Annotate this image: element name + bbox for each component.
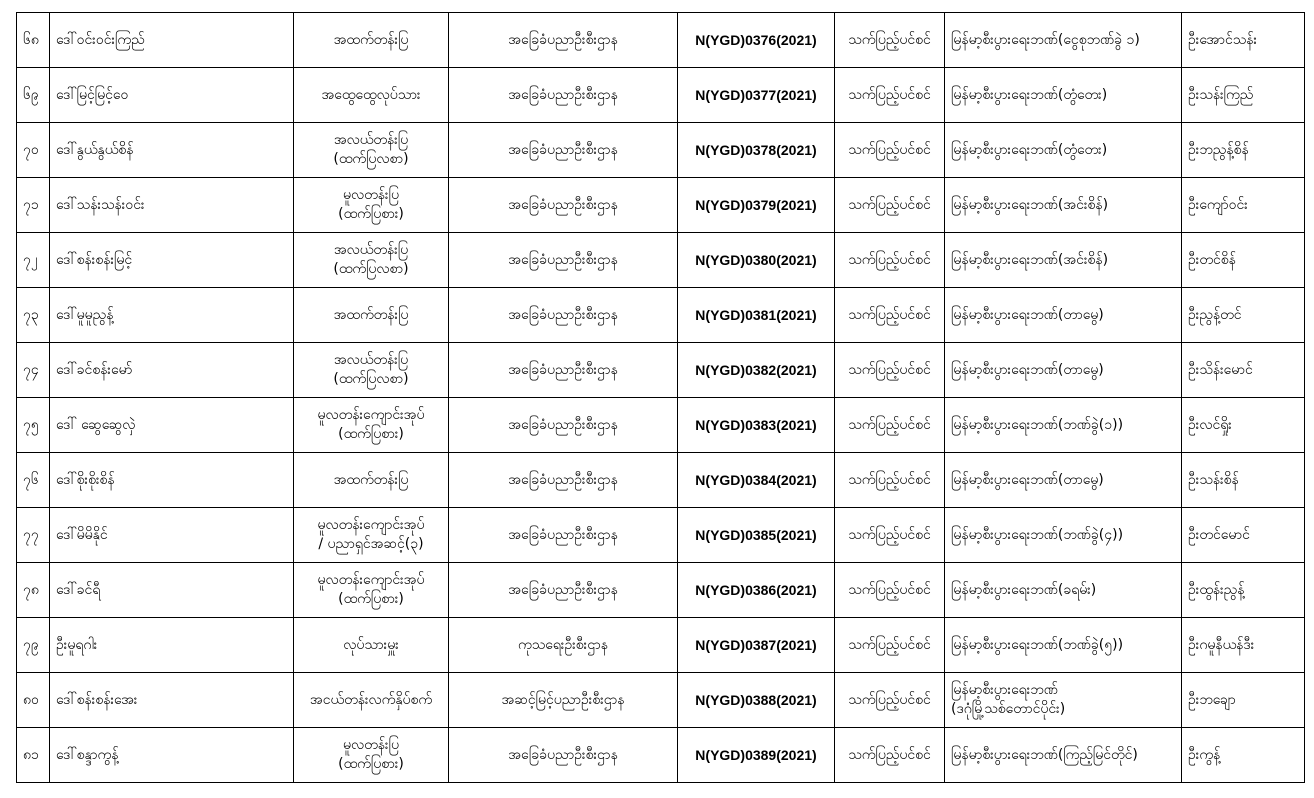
rank-cell bbox=[294, 453, 449, 508]
pension-type-cell: သက်ပြည့်ပင်စင် bbox=[835, 343, 945, 398]
department-cell: အခြေခံပညာဦးစီးဌာန bbox=[449, 508, 678, 563]
pension-code-cell: N(YGD)0389(2021) bbox=[678, 728, 835, 783]
pension-type-cell: သက်ပြည့်ပင်စင် bbox=[835, 508, 945, 563]
rank-cell bbox=[294, 288, 449, 343]
name-cell: ဒေါ်စန်းစန်းမြင့် bbox=[50, 233, 294, 288]
rank-line: အထက်တန်းပြ bbox=[333, 31, 409, 48]
rank-line: မူလတန်းပြ bbox=[343, 187, 399, 203]
name-cell: ဦးမူရဂါး bbox=[50, 618, 294, 673]
father-name-cell: ဦးဘချော bbox=[1182, 673, 1305, 728]
rank-cell bbox=[294, 123, 449, 178]
name-cell: ဒေါ်စိုးစိုးစိန် bbox=[50, 453, 294, 508]
pension-code-cell: N(YGD)0384(2021) bbox=[678, 453, 835, 508]
bank-branch-cell bbox=[945, 673, 1182, 728]
father-name-cell: ဦးသန်းစိန် bbox=[1182, 453, 1305, 508]
rank-cell bbox=[294, 13, 449, 68]
rank-line: မူလတန်းကျောင်းအုပ် bbox=[317, 407, 425, 423]
rank-cell bbox=[294, 618, 449, 673]
table-row bbox=[17, 508, 1305, 563]
bank-branch-cell bbox=[945, 618, 1182, 673]
rank-cell bbox=[294, 178, 449, 233]
row-number-cell: ၇၃ bbox=[17, 288, 50, 343]
name-cell: ဒေါ်ဝင်းဝင်းကြည် bbox=[50, 13, 294, 68]
rank-line: အလယ်တန်းပြ bbox=[333, 352, 409, 368]
row-number-cell: ၆၉ bbox=[17, 68, 50, 123]
row-number-cell: ၇၂ bbox=[17, 233, 50, 288]
pension-type-cell: သက်ပြည့်ပင်စင် bbox=[835, 453, 945, 508]
name-cell: ဒေါ်မူမူညွန့် bbox=[50, 288, 294, 343]
pension-code-cell: N(YGD)0385(2021) bbox=[678, 508, 835, 563]
table-row bbox=[17, 673, 1305, 728]
bank-branch-cell bbox=[945, 13, 1182, 68]
name-cell: ဒေါ်မိမိနိုင် bbox=[50, 508, 294, 563]
rank-line: အလယ်တန်းပြ bbox=[333, 132, 409, 148]
rank-line: မူလတန်းကျောင်းအုပ် bbox=[317, 517, 425, 533]
pension-code-cell: N(YGD)0376(2021) bbox=[678, 13, 835, 68]
department-cell: အဆင့်မြင့်ပညာဦးစီးဌာန bbox=[449, 673, 678, 728]
name-cell: ဒေါ် ဆွေဆွေလှဲ bbox=[50, 398, 294, 453]
department-cell: အခြေခံပညာဦးစီးဌာန bbox=[449, 13, 678, 68]
table-body bbox=[17, 13, 1305, 783]
name-cell: ဒေါ်စန္ဒာကွန့် bbox=[50, 728, 294, 783]
bank-branch-cell bbox=[945, 508, 1182, 563]
bank-branch-line: မြန်မာ့စီးပွားရေးဘဏ်(ဘဏ်ခွဲ(၅)) bbox=[951, 636, 1124, 653]
row-number-cell: ၇၉ bbox=[17, 618, 50, 673]
rank-cell bbox=[294, 68, 449, 123]
father-name-cell: ဦးဂမူနီယန်ဒီး bbox=[1182, 618, 1305, 673]
rank-cell bbox=[294, 398, 449, 453]
bank-branch-line: မြန်မာ့စီးပွားရေးဘဏ်(ကြည့်မြင်တိုင်) bbox=[951, 746, 1138, 763]
bank-branch-line: မြန်မာ့စီးပွားရေးဘဏ်(ငွေစုဘဏ်ခွဲ ၁) bbox=[951, 31, 1140, 48]
pension-code-cell: N(YGD)0386(2021) bbox=[678, 563, 835, 618]
bank-branch-cell bbox=[945, 178, 1182, 233]
department-cell: အခြေခံပညာဦးစီးဌာန bbox=[449, 288, 678, 343]
bank-branch-cell bbox=[945, 288, 1182, 343]
bank-branch-cell bbox=[945, 123, 1182, 178]
table-row bbox=[17, 13, 1305, 68]
rank-cell bbox=[294, 728, 449, 783]
father-name-cell: ဦးသန်းကြည် bbox=[1182, 68, 1305, 123]
pension-type-cell: သက်ပြည့်ပင်စင် bbox=[835, 68, 945, 123]
pension-type-cell: သက်ပြည့်ပင်စင် bbox=[835, 178, 945, 233]
table-row bbox=[17, 398, 1305, 453]
pension-registry-table bbox=[16, 12, 1305, 783]
table-row bbox=[17, 343, 1305, 398]
rank-line: (ထက်ပြစား) bbox=[338, 591, 404, 607]
pension-code-cell: N(YGD)0383(2021) bbox=[678, 398, 835, 453]
department-cell: အခြေခံပညာဦးစီးဌာန bbox=[449, 233, 678, 288]
bank-branch-line: မြန်မာ့စီးပွားရေးဘဏ်(တွံတေး) bbox=[951, 141, 1108, 158]
bank-branch-line: မြန်မာ့စီးပွားရေးဘဏ်(တာမွေ) bbox=[951, 306, 1104, 323]
bank-branch-cell bbox=[945, 453, 1182, 508]
bank-branch-line: မြန်မာ့စီးပွားရေးဘဏ်(အင်းစိန်) bbox=[951, 196, 1109, 213]
rank-line: မူလတန်းပြ bbox=[343, 737, 399, 753]
bank-branch-cell bbox=[945, 398, 1182, 453]
row-number-cell: ၇၇ bbox=[17, 508, 50, 563]
pension-type-cell: သက်ပြည့်ပင်စင် bbox=[835, 728, 945, 783]
pension-type-cell: သက်ပြည့်ပင်စင် bbox=[835, 563, 945, 618]
table-row bbox=[17, 563, 1305, 618]
rank-cell bbox=[294, 343, 449, 398]
rank-cell bbox=[294, 563, 449, 618]
pension-code-cell: N(YGD)0382(2021) bbox=[678, 343, 835, 398]
bank-branch-line: မြန်မာ့စီးပွားရေးဘဏ် bbox=[951, 682, 1058, 698]
row-number-cell: ၇၅ bbox=[17, 398, 50, 453]
table-row bbox=[17, 728, 1305, 783]
row-number-cell: ၈၀ bbox=[17, 673, 50, 728]
father-name-cell: ဦးကွန့် bbox=[1182, 728, 1305, 783]
rank-line: (ထက်ပြလစာ) bbox=[333, 261, 409, 277]
bank-branch-line: (ဒဂုံမြို့သစ်တောင်ပိုင်း) bbox=[951, 701, 1066, 717]
pension-type-cell: သက်ပြည့်ပင်စင် bbox=[835, 13, 945, 68]
row-number-cell: ၇၄ bbox=[17, 343, 50, 398]
father-name-cell: ဦးဘညွန့်စိန် bbox=[1182, 123, 1305, 178]
row-number-cell: ၇၆ bbox=[17, 453, 50, 508]
pension-code-cell: N(YGD)0381(2021) bbox=[678, 288, 835, 343]
pension-type-cell: သက်ပြည့်ပင်စင် bbox=[835, 233, 945, 288]
table-row bbox=[17, 453, 1305, 508]
bank-branch-line: မြန်မာ့စီးပွားရေးဘဏ်(တွံတေး) bbox=[951, 86, 1108, 103]
bank-branch-line: မြန်မာ့စီးပွားရေးဘဏ်(တာမွေ) bbox=[951, 361, 1104, 378]
bank-branch-cell bbox=[945, 563, 1182, 618]
department-cell: အခြေခံပညာဦးစီးဌာန bbox=[449, 68, 678, 123]
pension-code-cell: N(YGD)0388(2021) bbox=[678, 673, 835, 728]
row-number-cell: ၈၁ bbox=[17, 728, 50, 783]
rank-cell bbox=[294, 233, 449, 288]
department-cell: အခြေခံပညာဦးစီးဌာန bbox=[449, 453, 678, 508]
pension-type-cell: သက်ပြည့်ပင်စင် bbox=[835, 123, 945, 178]
father-name-cell: ဦးတင်မောင် bbox=[1182, 508, 1305, 563]
rank-line: (ထက်ပြစား) bbox=[338, 756, 404, 772]
row-number-cell: ၇၈ bbox=[17, 563, 50, 618]
table-row bbox=[17, 68, 1305, 123]
department-cell: အခြေခံပညာဦးစီးဌာန bbox=[449, 178, 678, 233]
rank-line: (ထက်ပြစား) bbox=[338, 206, 404, 222]
rank-line: အထက်တန်းပြ bbox=[333, 306, 409, 323]
name-cell: ဒေါ်မြင့်မြင့်ဝေ bbox=[50, 68, 294, 123]
department-cell: အခြေခံပညာဦးစီးဌာန bbox=[449, 123, 678, 178]
rank-line: (ထက်ပြစား) bbox=[338, 426, 404, 442]
bank-branch-cell bbox=[945, 728, 1182, 783]
father-name-cell: ဦးအောင်သန်း bbox=[1182, 13, 1305, 68]
pension-code-cell: N(YGD)0377(2021) bbox=[678, 68, 835, 123]
bank-branch-line: မြန်မာ့စီးပွားရေးဘဏ်(ခရမ်း) bbox=[951, 581, 1097, 598]
name-cell: ဒေါ်ခင်ရီ bbox=[50, 563, 294, 618]
department-cell: အခြေခံပညာဦးစီးဌာန bbox=[449, 563, 678, 618]
rank-line: (ထက်ပြလစာ) bbox=[333, 371, 409, 387]
pension-code-cell: N(YGD)0380(2021) bbox=[678, 233, 835, 288]
father-name-cell: ဦးတင်စိန် bbox=[1182, 233, 1305, 288]
rank-line: အငယ်တန်းလက်နှိပ်စက် bbox=[309, 691, 433, 708]
father-name-cell: ဦးထွန်းညွန့် bbox=[1182, 563, 1305, 618]
row-number-cell: ၆၈ bbox=[17, 13, 50, 68]
name-cell: ဒေါ်စန်းစန်းအေး bbox=[50, 673, 294, 728]
department-cell: အခြေခံပညာဦးစီးဌာန bbox=[449, 343, 678, 398]
rank-line: အထက်တန်းပြ bbox=[333, 471, 409, 488]
table-row bbox=[17, 178, 1305, 233]
pension-type-cell: သက်ပြည့်ပင်စင် bbox=[835, 398, 945, 453]
father-name-cell: ဦးလင်ရှိုး bbox=[1182, 398, 1305, 453]
row-number-cell: ၇၀ bbox=[17, 123, 50, 178]
table-row bbox=[17, 233, 1305, 288]
father-name-cell: ဦးသိန်းမောင် bbox=[1182, 343, 1305, 398]
bank-branch-line: မြန်မာ့စီးပွားရေးဘဏ်(ဘဏ်ခွဲ(၁)) bbox=[951, 416, 1124, 433]
name-cell: ဒေါ်ခင်စန်းမော် bbox=[50, 343, 294, 398]
rank-line: (ထက်ပြလစာ) bbox=[333, 151, 409, 167]
bank-branch-line: မြန်မာ့စီးပွားရေးဘဏ်(တာမွေ) bbox=[951, 471, 1104, 488]
rank-cell bbox=[294, 673, 449, 728]
bank-branch-cell bbox=[945, 343, 1182, 398]
rank-line: လုပ်သားမှူး bbox=[343, 636, 399, 653]
pension-code-cell: N(YGD)0378(2021) bbox=[678, 123, 835, 178]
bank-branch-cell bbox=[945, 68, 1182, 123]
pension-code-cell: N(YGD)0379(2021) bbox=[678, 178, 835, 233]
department-cell: ကုသရေးဦးစီးဌာန bbox=[449, 618, 678, 673]
pension-type-cell: သက်ပြည့်ပင်စင် bbox=[835, 618, 945, 673]
rank-line: မူလတန်းကျောင်းအုပ် bbox=[317, 572, 425, 588]
rank-line: အထွေထွေလုပ်သား bbox=[321, 86, 421, 103]
name-cell: ဒေါ်နွယ်နွယ်စိန် bbox=[50, 123, 294, 178]
table-row bbox=[17, 288, 1305, 343]
department-cell: အခြေခံပညာဦးစီးဌာန bbox=[449, 728, 678, 783]
table-row bbox=[17, 618, 1305, 673]
pension-code-cell: N(YGD)0387(2021) bbox=[678, 618, 835, 673]
father-name-cell: ဦးကျော်ဝင်း bbox=[1182, 178, 1305, 233]
pension-type-cell: သက်ပြည့်ပင်စင် bbox=[835, 288, 945, 343]
table-row bbox=[17, 123, 1305, 178]
name-cell: ဒေါ်သန်းသန်းဝင်း bbox=[50, 178, 294, 233]
bank-branch-line: မြန်မာ့စီးပွားရေးဘဏ်(အင်းစိန်) bbox=[951, 251, 1109, 268]
row-number-cell: ၇၁ bbox=[17, 178, 50, 233]
bank-branch-cell bbox=[945, 233, 1182, 288]
pension-type-cell: သက်ပြည့်ပင်စင် bbox=[835, 673, 945, 728]
bank-branch-line: မြန်မာ့စီးပွားရေးဘဏ်(ဘဏ်ခွဲ(၄)) bbox=[951, 526, 1124, 543]
father-name-cell: ဦးညွန့်တင် bbox=[1182, 288, 1305, 343]
rank-line: အလယ်တန်းပြ bbox=[333, 242, 409, 258]
rank-cell bbox=[294, 508, 449, 563]
rank-line: / ပညာရှင်အဆင့်(၃) bbox=[318, 536, 424, 552]
department-cell: အခြေခံပညာဦးစီးဌာန bbox=[449, 398, 678, 453]
